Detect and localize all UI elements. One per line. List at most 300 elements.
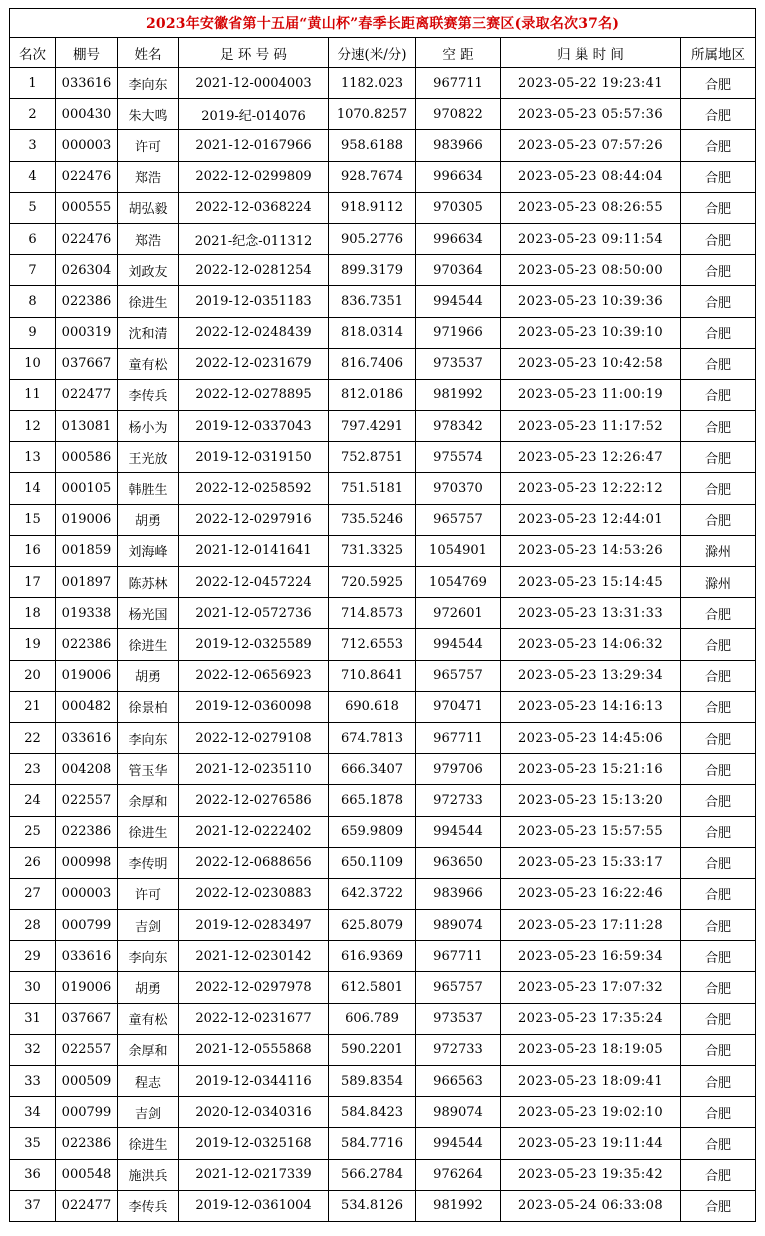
arrival-time-cell: 2023-05-23 18:09:41 (501, 1066, 681, 1097)
distance-cell: 967711 (416, 722, 501, 753)
speed-cell: 534.8126 (329, 1190, 416, 1221)
arrival-time-cell: 2023-05-23 07:57:26 (501, 130, 681, 161)
ring-number-cell: 2019-12-0283497 (179, 910, 329, 941)
table-row (10, 68, 756, 99)
ring-number-cell: 2019-12-0337043 (179, 411, 329, 442)
rank-cell: 19 (10, 629, 56, 660)
table-row (10, 255, 756, 286)
name-cell: 郑浩 (118, 223, 179, 254)
table-row (10, 847, 756, 878)
rank-cell: 34 (10, 1097, 56, 1128)
arrival-time-cell: 2023-05-23 14:06:32 (501, 629, 681, 660)
table-row (10, 1003, 756, 1034)
loft-id-cell: 022477 (56, 1190, 118, 1221)
distance-cell: 978342 (416, 411, 501, 442)
arrival-time-cell: 2023-05-23 05:57:36 (501, 99, 681, 130)
name-cell: 李向东 (118, 941, 179, 972)
name-cell: 陈苏林 (118, 567, 179, 598)
ring-number-cell: 2019-12-0344116 (179, 1066, 329, 1097)
arrival-time-cell: 2023-05-23 19:35:42 (501, 1159, 681, 1190)
rank-cell: 27 (10, 878, 56, 909)
arrival-time-cell: 2023-05-23 11:00:19 (501, 379, 681, 410)
speed-cell: 659.9809 (329, 816, 416, 847)
rank-cell: 33 (10, 1066, 56, 1097)
name-cell: 杨小为 (118, 411, 179, 442)
table-row (10, 192, 756, 223)
distance-cell: 965757 (416, 504, 501, 535)
speed-cell: 714.8573 (329, 598, 416, 629)
loft-id-cell: 019338 (56, 598, 118, 629)
ring-number-cell: 2022-12-0281254 (179, 255, 329, 286)
rank-cell: 5 (10, 192, 56, 223)
distance-cell: 972601 (416, 598, 501, 629)
rank-cell: 14 (10, 473, 56, 504)
region-cell: 合肥 (681, 379, 756, 410)
name-cell: 韩胜生 (118, 473, 179, 504)
region-cell: 合肥 (681, 722, 756, 753)
speed-cell: 710.8641 (329, 660, 416, 691)
distance-cell: 970305 (416, 192, 501, 223)
rank-cell: 8 (10, 286, 56, 317)
loft-id-cell: 019006 (56, 504, 118, 535)
ring-number-cell: 2021-12-0235110 (179, 754, 329, 785)
region-cell: 合肥 (681, 941, 756, 972)
ring-number-cell: 2022-12-0276586 (179, 785, 329, 816)
name-cell: 程志 (118, 1066, 179, 1097)
loft-id-cell: 022557 (56, 785, 118, 816)
region-cell: 合肥 (681, 223, 756, 254)
distance-cell: 981992 (416, 379, 501, 410)
speed-cell: 958.6188 (329, 130, 416, 161)
loft-id-cell: 022386 (56, 816, 118, 847)
arrival-time-cell: 2023-05-23 18:19:05 (501, 1034, 681, 1065)
name-cell: 童有松 (118, 348, 179, 379)
speed-cell: 666.3407 (329, 754, 416, 785)
ring-number-cell: 2021-12-0217339 (179, 1159, 329, 1190)
ring-number-cell: 2022-12-0230883 (179, 878, 329, 909)
name-cell: 刘政友 (118, 255, 179, 286)
region-cell: 合肥 (681, 1190, 756, 1221)
distance-cell: 996634 (416, 223, 501, 254)
name-cell: 胡弘毅 (118, 192, 179, 223)
arrival-time-cell: 2023-05-23 16:22:46 (501, 878, 681, 909)
title-row (10, 9, 756, 38)
region-cell: 合肥 (681, 411, 756, 442)
loft-id-cell: 026304 (56, 255, 118, 286)
results-sheet (9, 8, 755, 1222)
region-cell: 合肥 (681, 1097, 756, 1128)
arrival-time-cell: 2023-05-23 09:11:54 (501, 223, 681, 254)
arrival-time-cell: 2023-05-23 10:39:10 (501, 317, 681, 348)
table-row (10, 878, 756, 909)
arrival-time-cell: 2023-05-23 15:57:55 (501, 816, 681, 847)
speed-cell: 731.3325 (329, 535, 416, 566)
name-cell: 胡勇 (118, 504, 179, 535)
region-cell: 合肥 (681, 691, 756, 722)
speed-cell: 584.8423 (329, 1097, 416, 1128)
table-row (10, 130, 756, 161)
table-row (10, 598, 756, 629)
table-row (10, 754, 756, 785)
table-title: 2023年安徽省第十五届“黄山杯”春季长距离联赛第三赛区(录取名次37名) (10, 9, 756, 38)
rank-cell: 16 (10, 535, 56, 566)
loft-id-cell: 000799 (56, 1097, 118, 1128)
distance-cell: 965757 (416, 660, 501, 691)
speed-cell: 735.5246 (329, 504, 416, 535)
speed-cell: 665.1878 (329, 785, 416, 816)
rank-cell: 2 (10, 99, 56, 130)
speed-cell: 616.9369 (329, 941, 416, 972)
ring-number-cell: 2022-12-0297978 (179, 972, 329, 1003)
speed-cell: 818.0314 (329, 317, 416, 348)
rank-cell: 23 (10, 754, 56, 785)
region-cell: 合肥 (681, 754, 756, 785)
rank-cell: 35 (10, 1128, 56, 1159)
name-cell: 沈和清 (118, 317, 179, 348)
distance-cell: 967711 (416, 68, 501, 99)
loft-id-cell: 022386 (56, 1128, 118, 1159)
region-cell: 合肥 (681, 1034, 756, 1065)
speed-cell: 642.3722 (329, 878, 416, 909)
distance-cell: 996634 (416, 161, 501, 192)
ring-number-cell: 2021-12-0004003 (179, 68, 329, 99)
rank-cell: 18 (10, 598, 56, 629)
table-row (10, 161, 756, 192)
arrival-time-cell: 2023-05-23 14:16:13 (501, 691, 681, 722)
loft-id-cell: 000430 (56, 99, 118, 130)
region-cell: 合肥 (681, 1159, 756, 1190)
loft-id-cell: 000482 (56, 691, 118, 722)
distance-cell: 967711 (416, 941, 501, 972)
distance-cell: 994544 (416, 286, 501, 317)
loft-id-cell: 000998 (56, 847, 118, 878)
distance-cell: 979706 (416, 754, 501, 785)
loft-id-cell: 033616 (56, 68, 118, 99)
rank-cell: 28 (10, 910, 56, 941)
name-cell: 刘海峰 (118, 535, 179, 566)
speed-cell: 752.8751 (329, 442, 416, 473)
ring-number-cell: 2019-12-0325168 (179, 1128, 329, 1159)
table-row (10, 442, 756, 473)
header-distance: 空 距 (416, 38, 501, 68)
loft-id-cell: 001897 (56, 567, 118, 598)
arrival-time-cell: 2023-05-22 19:23:41 (501, 68, 681, 99)
rank-cell: 36 (10, 1159, 56, 1190)
loft-id-cell: 022557 (56, 1034, 118, 1065)
table-row (10, 567, 756, 598)
distance-cell: 973537 (416, 348, 501, 379)
name-cell: 李向东 (118, 722, 179, 753)
loft-id-cell: 000105 (56, 473, 118, 504)
loft-id-cell: 022386 (56, 629, 118, 660)
name-cell: 徐景柏 (118, 691, 179, 722)
name-cell: 余厚和 (118, 785, 179, 816)
speed-cell: 720.5925 (329, 567, 416, 598)
distance-cell: 981992 (416, 1190, 501, 1221)
loft-id-cell: 000799 (56, 910, 118, 941)
region-cell: 合肥 (681, 442, 756, 473)
rank-cell: 4 (10, 161, 56, 192)
speed-cell: 816.7406 (329, 348, 416, 379)
distance-cell: 994544 (416, 629, 501, 660)
speed-cell: 674.7813 (329, 722, 416, 753)
arrival-time-cell: 2023-05-23 08:50:00 (501, 255, 681, 286)
name-cell: 胡勇 (118, 972, 179, 1003)
arrival-time-cell: 2023-05-23 17:11:28 (501, 910, 681, 941)
name-cell: 许可 (118, 878, 179, 909)
speed-cell: 836.7351 (329, 286, 416, 317)
ring-number-cell: 2021-12-0222402 (179, 816, 329, 847)
loft-id-cell: 000586 (56, 442, 118, 473)
name-cell: 吉剑 (118, 1097, 179, 1128)
name-cell: 朱大鸣 (118, 99, 179, 130)
distance-cell: 972733 (416, 1034, 501, 1065)
name-cell: 郑浩 (118, 161, 179, 192)
ring-number-cell: 2021-12-0572736 (179, 598, 329, 629)
region-cell: 合肥 (681, 1003, 756, 1034)
region-cell: 合肥 (681, 910, 756, 941)
speed-cell: 606.789 (329, 1003, 416, 1034)
ring-number-cell: 2019-12-0325589 (179, 629, 329, 660)
header-speed: 分速(米/分) (329, 38, 416, 68)
ring-number-cell: 2019-纪-014076 (179, 99, 329, 130)
region-cell: 合肥 (681, 629, 756, 660)
distance-cell: 973537 (416, 1003, 501, 1034)
ring-number-cell: 2022-12-0279108 (179, 722, 329, 753)
ring-number-cell: 2021-12-0141641 (179, 535, 329, 566)
table-row (10, 660, 756, 691)
table-row (10, 722, 756, 753)
ring-number-cell: 2022-12-0656923 (179, 660, 329, 691)
distance-cell: 970364 (416, 255, 501, 286)
arrival-time-cell: 2023-05-23 12:44:01 (501, 504, 681, 535)
name-cell: 李向东 (118, 68, 179, 99)
arrival-time-cell: 2023-05-23 11:17:52 (501, 411, 681, 442)
speed-cell: 589.8354 (329, 1066, 416, 1097)
ring-number-cell: 2022-12-0278895 (179, 379, 329, 410)
table-row (10, 629, 756, 660)
ring-number-cell: 2022-12-0258592 (179, 473, 329, 504)
arrival-time-cell: 2023-05-23 17:35:24 (501, 1003, 681, 1034)
name-cell: 徐进生 (118, 816, 179, 847)
table-row (10, 348, 756, 379)
region-cell: 合肥 (681, 785, 756, 816)
ring-number-cell: 2019-12-0361004 (179, 1190, 329, 1221)
table-row (10, 286, 756, 317)
region-cell: 合肥 (681, 878, 756, 909)
loft-id-cell: 037667 (56, 348, 118, 379)
rank-cell: 20 (10, 660, 56, 691)
region-cell: 合肥 (681, 1128, 756, 1159)
region-cell: 合肥 (681, 598, 756, 629)
region-cell: 合肥 (681, 255, 756, 286)
table-row (10, 504, 756, 535)
ring-number-cell: 2020-12-0340316 (179, 1097, 329, 1128)
speed-cell: 918.9112 (329, 192, 416, 223)
speed-cell: 899.3179 (329, 255, 416, 286)
table-row (10, 223, 756, 254)
loft-id-cell: 019006 (56, 660, 118, 691)
header-arrival-time: 归 巢 时 间 (501, 38, 681, 68)
arrival-time-cell: 2023-05-24 06:33:08 (501, 1190, 681, 1221)
rank-cell: 6 (10, 223, 56, 254)
rank-cell: 11 (10, 379, 56, 410)
rank-cell: 25 (10, 816, 56, 847)
rank-cell: 17 (10, 567, 56, 598)
region-cell: 合肥 (681, 348, 756, 379)
arrival-time-cell: 2023-05-23 10:42:58 (501, 348, 681, 379)
table-row (10, 1097, 756, 1128)
arrival-time-cell: 2023-05-23 14:45:06 (501, 722, 681, 753)
header-name: 姓名 (118, 38, 179, 68)
ring-number-cell: 2022-12-0457224 (179, 567, 329, 598)
speed-cell: 751.5181 (329, 473, 416, 504)
loft-id-cell: 000548 (56, 1159, 118, 1190)
name-cell: 王光放 (118, 442, 179, 473)
header-loft-id: 棚号 (56, 38, 118, 68)
region-cell: 滁州 (681, 535, 756, 566)
header-region: 所属地区 (681, 38, 756, 68)
rank-cell: 29 (10, 941, 56, 972)
ring-number-cell: 2021-纪念-011312 (179, 223, 329, 254)
loft-id-cell: 019006 (56, 972, 118, 1003)
loft-id-cell: 000319 (56, 317, 118, 348)
header-row (10, 38, 756, 68)
distance-cell: 966563 (416, 1066, 501, 1097)
table-row (10, 411, 756, 442)
speed-cell: 812.0186 (329, 379, 416, 410)
arrival-time-cell: 2023-05-23 16:59:34 (501, 941, 681, 972)
distance-cell: 965757 (416, 972, 501, 1003)
speed-cell: 1070.8257 (329, 99, 416, 130)
table-row (10, 785, 756, 816)
distance-cell: 970471 (416, 691, 501, 722)
speed-cell: 712.6553 (329, 629, 416, 660)
rank-cell: 12 (10, 411, 56, 442)
distance-cell: 983966 (416, 878, 501, 909)
name-cell: 许可 (118, 130, 179, 161)
name-cell: 徐进生 (118, 1128, 179, 1159)
region-cell: 合肥 (681, 99, 756, 130)
region-cell: 合肥 (681, 161, 756, 192)
speed-cell: 612.5801 (329, 972, 416, 1003)
ring-number-cell: 2019-12-0360098 (179, 691, 329, 722)
arrival-time-cell: 2023-05-23 17:07:32 (501, 972, 681, 1003)
loft-id-cell: 033616 (56, 722, 118, 753)
distance-cell: 1054769 (416, 567, 501, 598)
distance-cell: 983966 (416, 130, 501, 161)
rank-cell: 1 (10, 68, 56, 99)
rank-cell: 32 (10, 1034, 56, 1065)
distance-cell: 976264 (416, 1159, 501, 1190)
name-cell: 吉剑 (118, 910, 179, 941)
arrival-time-cell: 2023-05-23 08:44:04 (501, 161, 681, 192)
ring-number-cell: 2022-12-0368224 (179, 192, 329, 223)
speed-cell: 797.4291 (329, 411, 416, 442)
name-cell: 杨光国 (118, 598, 179, 629)
rank-cell: 21 (10, 691, 56, 722)
arrival-time-cell: 2023-05-23 10:39:36 (501, 286, 681, 317)
name-cell: 徐进生 (118, 286, 179, 317)
name-cell: 李传明 (118, 847, 179, 878)
region-cell: 合肥 (681, 504, 756, 535)
distance-cell: 989074 (416, 910, 501, 941)
name-cell: 余厚和 (118, 1034, 179, 1065)
table-row (10, 1128, 756, 1159)
region-cell: 合肥 (681, 972, 756, 1003)
arrival-time-cell: 2023-05-23 19:11:44 (501, 1128, 681, 1159)
region-cell: 合肥 (681, 473, 756, 504)
table-row (10, 1066, 756, 1097)
table-row (10, 941, 756, 972)
loft-id-cell: 001859 (56, 535, 118, 566)
rank-cell: 13 (10, 442, 56, 473)
arrival-time-cell: 2023-05-23 08:26:55 (501, 192, 681, 223)
results-table (9, 8, 756, 1222)
rank-cell: 7 (10, 255, 56, 286)
loft-id-cell: 022386 (56, 286, 118, 317)
region-cell: 合肥 (681, 660, 756, 691)
distance-cell: 970370 (416, 473, 501, 504)
header-rank: 名次 (10, 38, 56, 68)
speed-cell: 1182.023 (329, 68, 416, 99)
arrival-time-cell: 2023-05-23 13:29:34 (501, 660, 681, 691)
loft-id-cell: 004208 (56, 754, 118, 785)
ring-number-cell: 2022-12-0231679 (179, 348, 329, 379)
rank-cell: 30 (10, 972, 56, 1003)
region-cell: 合肥 (681, 286, 756, 317)
loft-id-cell: 022476 (56, 223, 118, 254)
distance-cell: 1054901 (416, 535, 501, 566)
rank-cell: 3 (10, 130, 56, 161)
name-cell: 徐进生 (118, 629, 179, 660)
table-row (10, 972, 756, 1003)
ring-number-cell: 2022-12-0297916 (179, 504, 329, 535)
name-cell: 童有松 (118, 1003, 179, 1034)
rank-cell: 31 (10, 1003, 56, 1034)
table-row (10, 379, 756, 410)
ring-number-cell: 2019-12-0319150 (179, 442, 329, 473)
header-ring-number: 足 环 号 码 (179, 38, 329, 68)
rank-cell: 26 (10, 847, 56, 878)
ring-number-cell: 2021-12-0555868 (179, 1034, 329, 1065)
speed-cell: 584.7716 (329, 1128, 416, 1159)
results-body (10, 68, 756, 1222)
region-cell: 合肥 (681, 68, 756, 99)
loft-id-cell: 037667 (56, 1003, 118, 1034)
ring-number-cell: 2022-12-0299809 (179, 161, 329, 192)
distance-cell: 963650 (416, 847, 501, 878)
loft-id-cell: 000003 (56, 878, 118, 909)
loft-id-cell: 000555 (56, 192, 118, 223)
distance-cell: 971966 (416, 317, 501, 348)
table-row (10, 1190, 756, 1221)
region-cell: 合肥 (681, 1066, 756, 1097)
ring-number-cell: 2021-12-0230142 (179, 941, 329, 972)
name-cell: 管玉华 (118, 754, 179, 785)
arrival-time-cell: 2023-05-23 15:14:45 (501, 567, 681, 598)
ring-number-cell: 2021-12-0167966 (179, 130, 329, 161)
table-row (10, 691, 756, 722)
arrival-time-cell: 2023-05-23 19:02:10 (501, 1097, 681, 1128)
arrival-time-cell: 2023-05-23 14:53:26 (501, 535, 681, 566)
table-row (10, 910, 756, 941)
table-row (10, 1034, 756, 1065)
rank-cell: 15 (10, 504, 56, 535)
region-cell: 滁州 (681, 567, 756, 598)
table-row (10, 473, 756, 504)
loft-id-cell: 022477 (56, 379, 118, 410)
